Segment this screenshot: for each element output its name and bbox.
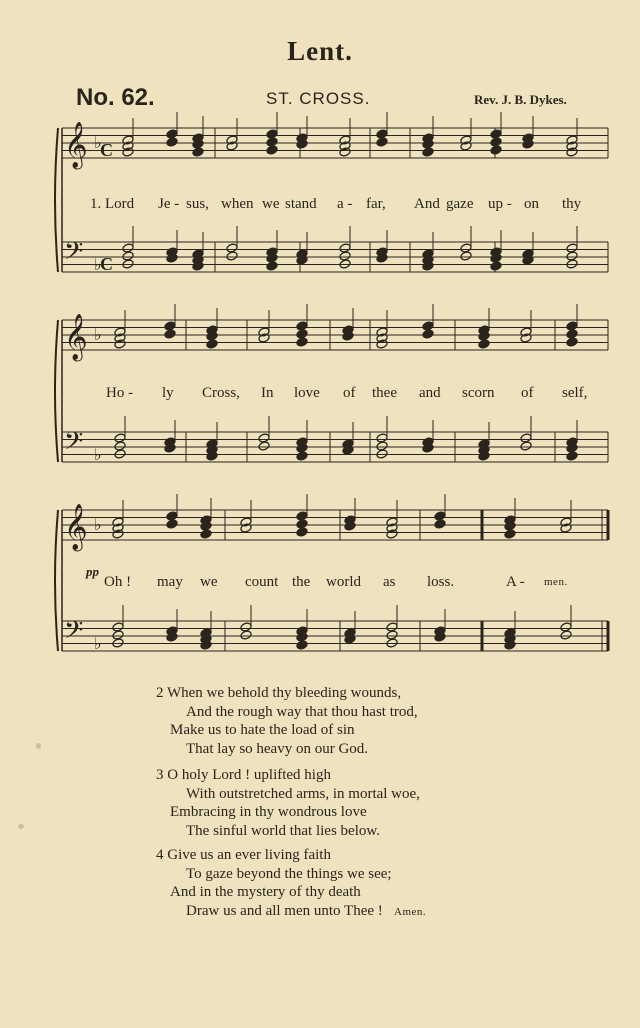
paper-blemish <box>36 743 41 749</box>
verse-line: When we behold thy bleeding wounds, <box>166 685 402 701</box>
lyric-syllable: up - <box>488 196 512 212</box>
lyric-syllable: scorn <box>462 385 495 401</box>
verse-line: That lay so heavy on our God. <box>186 740 369 757</box>
notehead <box>490 261 502 271</box>
notehead <box>296 640 308 650</box>
system-brace <box>55 320 58 462</box>
system-brace <box>55 128 58 272</box>
lyric-syllable: thee <box>372 385 397 401</box>
notehead <box>460 243 472 253</box>
lyric-syllable: on <box>524 196 539 212</box>
lyric-syllable: love <box>294 385 320 401</box>
time-signature-icon: C <box>100 254 113 274</box>
flat-key-signature-icon: ♭ <box>94 634 102 653</box>
lyric-syllable: we <box>262 196 280 212</box>
lyric-syllable: A - <box>506 574 525 590</box>
flat-key-signature-icon: ♭ <box>94 133 102 152</box>
verse-line: O holy Lord ! uplifted high <box>167 767 331 783</box>
dynamic-marking: pp <box>86 564 99 579</box>
notehead <box>566 329 578 339</box>
section-title: Lent. <box>287 36 353 66</box>
verse-line: Draw us and all men unto Thee ! <box>186 902 383 919</box>
lyric-syllable: a - <box>337 196 353 212</box>
flat-key-signature-icon: ♭ <box>94 515 102 534</box>
composer-credit: Rev. J. B. Dykes. <box>474 92 567 107</box>
notehead <box>560 622 572 632</box>
verse-line: And in the mystery of thy death <box>170 884 361 900</box>
verse-line: With outstretched arms, in mortal woe, <box>186 785 420 802</box>
lyric-syllable: gaze <box>446 196 474 212</box>
notehead <box>339 243 351 253</box>
notehead <box>266 261 278 271</box>
notehead <box>566 251 578 261</box>
notehead <box>258 441 270 451</box>
notehead <box>478 339 490 349</box>
bass-clef-icon: 𝄢 <box>64 616 84 651</box>
hymn-number: No. 62. <box>76 84 155 111</box>
amen-ending: Amen. <box>394 905 427 918</box>
notehead <box>206 339 218 349</box>
bass-clef-icon: 𝄢 <box>64 237 84 272</box>
lyric-syllable: men. <box>544 576 568 588</box>
notehead <box>122 251 134 261</box>
notehead <box>296 519 308 529</box>
notehead <box>386 622 398 632</box>
lyric-syllable: of <box>343 385 356 401</box>
notehead <box>200 529 212 539</box>
lyric-syllable: far, <box>366 196 386 212</box>
time-signature-icon: C <box>100 140 113 160</box>
lyric-syllable: when <box>221 196 254 212</box>
lyric-syllable: thy <box>562 196 582 212</box>
lyric-syllable: sus, <box>186 196 209 212</box>
notehead <box>226 243 238 253</box>
notehead <box>240 630 252 640</box>
notehead <box>566 243 578 253</box>
notehead <box>296 321 308 331</box>
notehead <box>376 129 388 139</box>
notehead <box>434 511 446 521</box>
notehead <box>460 251 472 261</box>
notehead <box>566 321 578 331</box>
lyric-syllable: 1. Lord <box>90 196 135 212</box>
notehead <box>434 519 446 529</box>
lyric-syllable: stand <box>285 196 317 212</box>
lyric-syllable: count <box>245 574 279 590</box>
lyric-syllable: we <box>200 574 218 590</box>
verse-4 <box>156 846 426 921</box>
notehead <box>520 433 532 443</box>
lyric-syllable: In <box>261 385 274 401</box>
notehead <box>490 129 502 139</box>
notehead <box>296 527 308 537</box>
verse-line: To gaze beyond the things we see; <box>186 865 392 882</box>
notehead <box>266 129 278 139</box>
verse-2 <box>156 684 418 758</box>
flat-key-signature-icon: ♭ <box>94 325 102 344</box>
bass-clef-icon: 𝄢 <box>64 427 84 462</box>
paper-blemish <box>18 824 24 829</box>
lyric-syllable: world <box>326 574 361 590</box>
lyric-syllable: Ho - <box>106 385 134 401</box>
notehead <box>166 137 178 147</box>
notehead <box>112 622 124 632</box>
notehead <box>114 441 126 451</box>
lyric-syllable: of <box>521 385 534 401</box>
treble-clef-icon: 𝄞 <box>64 504 88 550</box>
verse-number: 3 <box>156 767 164 783</box>
notehead <box>266 145 278 155</box>
lyric-syllable: Oh ! <box>104 574 132 590</box>
tune-name: ST. CROSS. <box>266 89 371 108</box>
notehead <box>566 451 578 461</box>
notehead <box>112 630 124 640</box>
verse-line: The sinful world that lies below. <box>186 822 380 839</box>
notehead <box>376 433 388 443</box>
notehead <box>296 451 308 461</box>
treble-clef-icon: 𝄞 <box>64 122 88 168</box>
system-brace <box>55 510 58 651</box>
verse-3 <box>156 766 420 840</box>
lyric-syllable: and <box>419 385 441 401</box>
notehead <box>376 441 388 451</box>
lyric-syllable: self, <box>562 385 588 401</box>
flat-key-signature-icon: ♭ <box>94 255 102 274</box>
notehead <box>339 251 351 261</box>
verse-line: Make us to hate the load of sin <box>170 722 355 738</box>
notehead <box>226 251 238 261</box>
lyric-syllable: as <box>383 574 396 590</box>
notehead <box>386 630 398 640</box>
notehead <box>164 329 176 339</box>
verse-line: Embracing in thy wondrous love <box>170 804 367 820</box>
notehead <box>504 529 516 539</box>
lyric-syllable: Cross, <box>202 385 240 401</box>
notehead <box>490 137 502 147</box>
notehead <box>164 321 176 331</box>
notehead <box>422 321 434 331</box>
lyric-syllable: loss. <box>427 574 455 590</box>
notehead <box>166 129 178 139</box>
lyric-syllable: the <box>292 574 311 590</box>
notehead <box>566 337 578 347</box>
notehead <box>422 329 434 339</box>
notehead <box>166 511 178 521</box>
notehead <box>258 433 270 443</box>
notehead <box>422 147 434 157</box>
notehead <box>114 433 126 443</box>
lyric-syllable: Je - <box>158 196 180 212</box>
notehead <box>240 622 252 632</box>
notehead <box>192 147 204 157</box>
notehead <box>122 243 134 253</box>
notehead <box>296 329 308 339</box>
lyric-syllable: And <box>414 196 440 212</box>
notehead <box>490 145 502 155</box>
flat-key-signature-icon: ♭ <box>94 445 102 464</box>
notehead <box>376 137 388 147</box>
lyric-syllable: may <box>157 574 183 590</box>
notehead <box>166 519 178 529</box>
verse-line: And the rough way that thou hast trod, <box>186 703 418 720</box>
notehead <box>296 511 308 521</box>
treble-clef-icon: 𝄞 <box>64 314 88 360</box>
verse-line: Give us an ever living faith <box>167 847 331 863</box>
notehead <box>296 337 308 347</box>
lyric-syllable: ly <box>162 385 174 401</box>
verse-number: 2 <box>156 685 164 701</box>
notehead <box>520 441 532 451</box>
verse-number: 4 <box>156 847 164 863</box>
notehead <box>560 630 572 640</box>
notehead <box>266 137 278 147</box>
